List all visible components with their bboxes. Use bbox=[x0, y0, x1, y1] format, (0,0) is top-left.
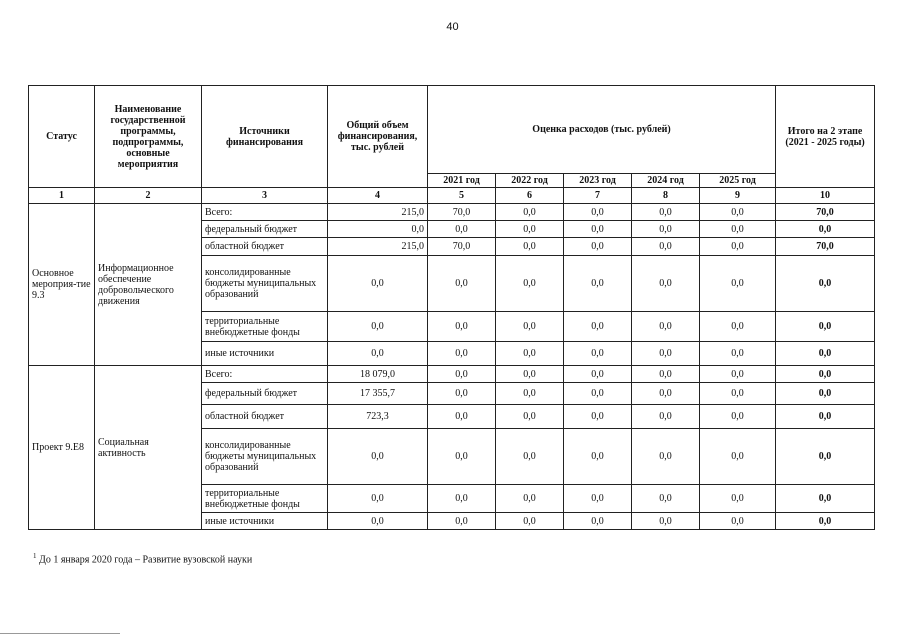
stage-total-cell: 0,0 bbox=[776, 485, 875, 513]
year-cell: 0,0 bbox=[700, 204, 776, 221]
header-year: 2022 год bbox=[496, 174, 564, 188]
total-cell: 17 355,7 bbox=[328, 383, 428, 405]
year-cell: 0,0 bbox=[700, 513, 776, 530]
year-cell: 0,0 bbox=[632, 429, 700, 485]
source-cell: консолидированные бюджеты муниципальных образований bbox=[202, 256, 328, 312]
year-cell: 0,0 bbox=[496, 221, 564, 238]
column-number: 10 bbox=[776, 188, 875, 204]
year-cell: 0,0 bbox=[496, 204, 564, 221]
source-cell: федеральный бюджет bbox=[202, 221, 328, 238]
year-cell: 0,0 bbox=[496, 429, 564, 485]
source-cell: иные источники bbox=[202, 513, 328, 530]
year-cell: 70,0 bbox=[428, 204, 496, 221]
year-cell: 0,0 bbox=[496, 366, 564, 383]
total-cell: 0,0 bbox=[328, 429, 428, 485]
total-cell: 0,0 bbox=[328, 256, 428, 312]
year-cell: 0,0 bbox=[700, 221, 776, 238]
stage-total-cell: 0,0 bbox=[776, 312, 875, 342]
year-cell: 0,0 bbox=[496, 256, 564, 312]
year-cell: 0,0 bbox=[564, 312, 632, 342]
stage-total-cell: 0,0 bbox=[776, 383, 875, 405]
block-status: Основное мероприя-тие 9.3 bbox=[29, 204, 95, 366]
stage-total-cell: 0,0 bbox=[776, 342, 875, 366]
year-cell: 0,0 bbox=[428, 405, 496, 429]
source-cell: иные источники bbox=[202, 342, 328, 366]
column-number: 7 bbox=[564, 188, 632, 204]
year-cell: 0,0 bbox=[632, 485, 700, 513]
total-cell: 215,0 bbox=[328, 238, 428, 256]
year-cell: 0,0 bbox=[632, 366, 700, 383]
year-cell: 0,0 bbox=[428, 312, 496, 342]
year-cell: 0,0 bbox=[428, 429, 496, 485]
year-cell: 0,0 bbox=[700, 366, 776, 383]
stage-total-cell: 70,0 bbox=[776, 238, 875, 256]
source-cell: областной бюджет bbox=[202, 405, 328, 429]
year-cell: 0,0 bbox=[700, 256, 776, 312]
page-number: 40 bbox=[446, 21, 459, 33]
table-row bbox=[29, 204, 875, 221]
year-cell: 0,0 bbox=[564, 221, 632, 238]
source-cell: федеральный бюджет bbox=[202, 383, 328, 405]
column-number: 8 bbox=[632, 188, 700, 204]
year-cell: 0,0 bbox=[496, 238, 564, 256]
year-cell: 0,0 bbox=[428, 221, 496, 238]
year-cell: 0,0 bbox=[632, 204, 700, 221]
year-cell: 0,0 bbox=[564, 256, 632, 312]
total-cell: 18 079,0 bbox=[328, 366, 428, 383]
column-number: 9 bbox=[700, 188, 776, 204]
column-number: 5 bbox=[428, 188, 496, 204]
year-cell: 0,0 bbox=[632, 312, 700, 342]
stage-total-cell: 0,0 bbox=[776, 256, 875, 312]
year-cell: 0,0 bbox=[428, 513, 496, 530]
stage-total-cell: 70,0 bbox=[776, 204, 875, 221]
stage-total-cell: 0,0 bbox=[776, 221, 875, 238]
source-cell: областной бюджет bbox=[202, 238, 328, 256]
year-cell: 0,0 bbox=[632, 221, 700, 238]
table-header bbox=[29, 86, 875, 204]
table-body bbox=[29, 204, 875, 530]
year-cell: 0,0 bbox=[496, 513, 564, 530]
block-status: Проект 9.Е8 bbox=[29, 366, 95, 530]
header-program-name: Наименование государственной программы, подпрограммы, основные мероприятия bbox=[95, 86, 202, 188]
year-cell: 0,0 bbox=[700, 312, 776, 342]
header-status: Статус bbox=[29, 86, 95, 188]
column-number: 6 bbox=[496, 188, 564, 204]
footnote-text: До 1 января 2020 года – Развитие вузовской науки bbox=[39, 554, 253, 566]
year-cell: 0,0 bbox=[632, 342, 700, 366]
year-cell: 0,0 bbox=[564, 485, 632, 513]
block-name: Информационное обеспечение добровольческого движения bbox=[95, 204, 202, 366]
year-cell: 0,0 bbox=[564, 238, 632, 256]
total-cell: 0,0 bbox=[328, 485, 428, 513]
source-cell: территориальные внебюджетные фонды bbox=[202, 312, 328, 342]
year-cell: 0,0 bbox=[564, 204, 632, 221]
year-cell: 0,0 bbox=[632, 405, 700, 429]
year-cell: 0,0 bbox=[700, 405, 776, 429]
year-cell: 0,0 bbox=[564, 429, 632, 485]
total-cell: 0,0 bbox=[328, 342, 428, 366]
block-name: Социальная активность bbox=[95, 366, 202, 530]
year-cell: 0,0 bbox=[496, 405, 564, 429]
column-number: 4 bbox=[328, 188, 428, 204]
source-cell: Всего: bbox=[202, 204, 328, 221]
header-total-volume: Общий объем финансирования, тыс. рублей bbox=[328, 86, 428, 188]
year-cell: 0,0 bbox=[700, 238, 776, 256]
year-cell: 0,0 bbox=[632, 256, 700, 312]
column-number-row bbox=[29, 188, 875, 204]
column-number: 1 bbox=[29, 188, 95, 204]
year-cell: 0,0 bbox=[428, 256, 496, 312]
year-cell: 0,0 bbox=[564, 405, 632, 429]
year-cell: 0,0 bbox=[496, 342, 564, 366]
table-row bbox=[29, 366, 875, 383]
year-cell: 0,0 bbox=[564, 366, 632, 383]
source-cell: консолидированные бюджеты муниципальных образований bbox=[202, 429, 328, 485]
header-stage-total: Итого на 2 этапе (2021 - 2025 годы) bbox=[776, 86, 875, 188]
year-cell: 0,0 bbox=[564, 383, 632, 405]
header-sources: Источники финансирования bbox=[202, 86, 328, 188]
header-year: 2021 год bbox=[428, 174, 496, 188]
year-cell: 0,0 bbox=[428, 485, 496, 513]
source-cell: территориальные внебюджетные фонды bbox=[202, 485, 328, 513]
header-estimate: Оценка расходов (тыс. рублей) bbox=[428, 86, 776, 174]
total-cell: 215,0 bbox=[328, 204, 428, 221]
total-cell: 0,0 bbox=[328, 513, 428, 530]
year-cell: 0,0 bbox=[428, 342, 496, 366]
year-cell: 0,0 bbox=[700, 342, 776, 366]
column-number: 2 bbox=[95, 188, 202, 204]
financing-table bbox=[28, 85, 875, 530]
stage-total-cell: 0,0 bbox=[776, 513, 875, 530]
year-cell: 70,0 bbox=[428, 238, 496, 256]
header-year: 2024 год bbox=[632, 174, 700, 188]
total-cell: 0,0 bbox=[328, 221, 428, 238]
stage-total-cell: 0,0 bbox=[776, 429, 875, 485]
page-edge-line bbox=[0, 633, 120, 634]
year-cell: 0,0 bbox=[700, 429, 776, 485]
year-cell: 0,0 bbox=[428, 366, 496, 383]
total-cell: 0,0 bbox=[328, 312, 428, 342]
column-number: 3 bbox=[202, 188, 328, 204]
year-cell: 0,0 bbox=[496, 383, 564, 405]
total-cell: 723,3 bbox=[328, 405, 428, 429]
stage-total-cell: 0,0 bbox=[776, 405, 875, 429]
header-year: 2023 год bbox=[564, 174, 632, 188]
footnote-mark: 1 bbox=[33, 552, 37, 560]
year-cell: 0,0 bbox=[496, 485, 564, 513]
year-cell: 0,0 bbox=[496, 312, 564, 342]
year-cell: 0,0 bbox=[564, 342, 632, 366]
year-cell: 0,0 bbox=[700, 485, 776, 513]
header-year: 2025 год bbox=[700, 174, 776, 188]
year-cell: 0,0 bbox=[428, 383, 496, 405]
year-cell: 0,0 bbox=[700, 383, 776, 405]
footnote bbox=[33, 552, 252, 565]
year-cell: 0,0 bbox=[632, 513, 700, 530]
stage-total-cell: 0,0 bbox=[776, 366, 875, 383]
year-cell: 0,0 bbox=[564, 513, 632, 530]
year-cell: 0,0 bbox=[632, 238, 700, 256]
source-cell: Всего: bbox=[202, 366, 328, 383]
year-cell: 0,0 bbox=[632, 383, 700, 405]
